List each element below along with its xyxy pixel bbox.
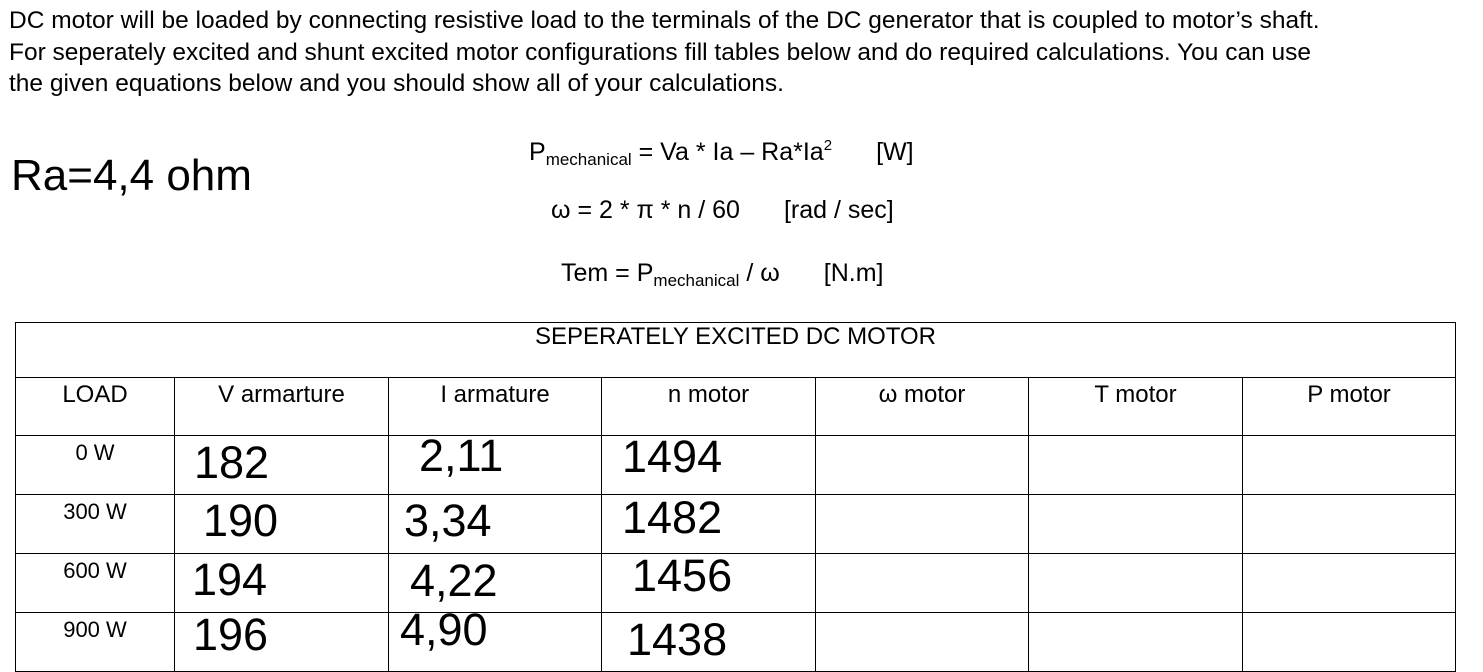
p-motor-cell[interactable] <box>1243 613 1456 672</box>
instructions-line-1: DC motor will be loaded by connecting resistive load to the terminals of the DC generator that is coupled to motor’s shaft. <box>9 7 1320 34</box>
v-armature-cell[interactable] <box>175 554 389 613</box>
load-cell: 300 W <box>16 495 175 554</box>
p-motor-cell[interactable] <box>1243 436 1456 495</box>
handwritten-value: 194 <box>192 554 268 605</box>
handwritten-value: 1456 <box>632 550 733 601</box>
eq1-unit: [W] <box>876 138 914 166</box>
header-t-motor: T motor <box>1029 378 1243 436</box>
eq2-unit: [rad / sec] <box>783 196 894 224</box>
i-armature-cell[interactable] <box>389 430 602 495</box>
handwritten-value: 4,90 <box>400 604 488 655</box>
eq3-subscript: mechanical <box>653 271 740 290</box>
table-row <box>16 436 1456 495</box>
armature-resistance-value: Ra=4,4 ohm <box>11 151 252 200</box>
seperately-excited-motor-table <box>15 322 1456 672</box>
n-motor-cell[interactable] <box>602 492 816 554</box>
table-row <box>16 613 1456 672</box>
eq3-rhs: / ω <box>739 259 780 287</box>
v-armature-cell[interactable] <box>175 495 389 554</box>
eq3-unit: [N.m] <box>823 259 884 287</box>
handwritten-value: 3,34 <box>404 495 492 546</box>
omega-motor-cell[interactable] <box>816 495 1029 554</box>
table-row <box>16 554 1456 613</box>
n-motor-cell[interactable] <box>602 613 816 672</box>
eq2-text: ω = 2 * π * n / 60 <box>551 196 740 224</box>
load-cell: 600 W <box>16 554 175 613</box>
eq1-rhs: = Va * Ia – Ra*Ia <box>631 138 824 166</box>
handwritten-value: 190 <box>203 495 279 546</box>
handwritten-value: 2,11 <box>419 430 504 481</box>
handwritten-value: 1438 <box>627 614 728 665</box>
header-v-armature: V armarture <box>175 378 389 436</box>
header-i-armature: I armature <box>389 378 602 436</box>
p-motor-cell[interactable] <box>1243 554 1456 613</box>
omega-motor-cell[interactable] <box>816 436 1029 495</box>
p-motor-cell[interactable] <box>1243 495 1456 554</box>
handwritten-value: 182 <box>194 437 270 488</box>
instructions-line-2: For seperately excited and shunt excited motor configurations fill tables below and do required calculations. You can use <box>9 38 1312 66</box>
omega-motor-cell[interactable] <box>816 613 1029 672</box>
t-motor-cell[interactable] <box>1029 613 1243 672</box>
instructions-line-3: the given equations below and you should show all of your calculations. <box>9 70 784 97</box>
n-motor-cell[interactable] <box>602 431 816 495</box>
angular-speed-equation <box>551 195 894 225</box>
eq1-superscript: 2 <box>823 137 833 154</box>
t-motor-cell[interactable] <box>1029 495 1243 554</box>
header-p-motor: P motor <box>1243 378 1456 436</box>
v-armature-cell[interactable] <box>175 436 389 495</box>
n-motor-cell[interactable] <box>602 550 816 613</box>
load-cell: 900 W <box>16 613 175 672</box>
handwritten-value: 4,22 <box>410 555 498 606</box>
omega-motor-cell[interactable] <box>816 554 1029 613</box>
header-n-motor: n motor <box>602 378 816 436</box>
header-load: LOAD <box>16 378 175 436</box>
header-omega-motor: ω motor <box>816 378 1029 436</box>
eq1-lhs: P <box>529 138 546 166</box>
table-header-row <box>16 378 1456 436</box>
table-row <box>16 495 1456 554</box>
torque-equation <box>561 258 883 296</box>
t-motor-cell[interactable] <box>1029 436 1243 495</box>
eq1-subscript: mechanical <box>545 150 632 169</box>
mechanical-power-equation <box>529 131 914 175</box>
eq3-lhs: Tem = P <box>561 259 654 287</box>
handwritten-value: 1482 <box>622 492 723 543</box>
handwritten-value: 196 <box>193 609 269 660</box>
load-cell: 0 W <box>16 436 175 495</box>
table-title: SEPERATELY EXCITED DC MOTOR <box>16 323 1456 378</box>
i-armature-cell[interactable] <box>389 604 602 672</box>
t-motor-cell[interactable] <box>1029 554 1243 613</box>
i-armature-cell[interactable] <box>389 495 602 554</box>
handwritten-value: 1494 <box>622 431 723 482</box>
instructions-text <box>9 5 1479 100</box>
v-armature-cell[interactable] <box>175 609 389 672</box>
